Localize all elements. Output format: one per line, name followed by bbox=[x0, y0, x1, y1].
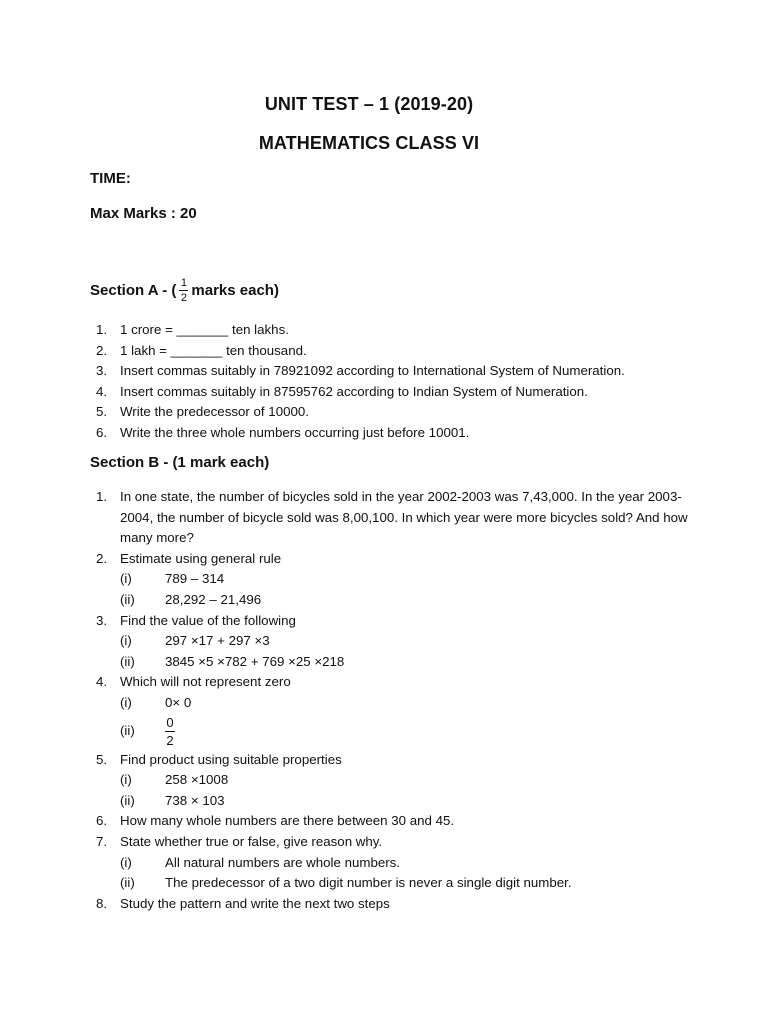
fraction-denominator: 2 bbox=[166, 733, 174, 749]
question-number: 4. bbox=[96, 674, 108, 690]
sub-label: (i) bbox=[120, 694, 132, 710]
section-b-questions bbox=[90, 487, 690, 914]
question-text: Find the value of the following bbox=[120, 612, 296, 628]
question-text: How many whole numbers are there between 30 and 45. bbox=[120, 813, 455, 829]
sub-question bbox=[90, 569, 690, 590]
sub-text: 738 × 103 bbox=[165, 792, 225, 808]
question-item bbox=[90, 402, 690, 423]
sub-question bbox=[90, 693, 690, 714]
question-text: Estimate using general rule bbox=[120, 550, 282, 566]
sub-label: (ii) bbox=[120, 875, 135, 891]
fraction-denominator: 2 bbox=[180, 291, 187, 304]
question-item bbox=[90, 487, 690, 549]
sub-question bbox=[90, 590, 690, 611]
question-item bbox=[90, 750, 690, 771]
question-item bbox=[90, 423, 690, 444]
question-text: 1 lakh = _______ ten thousand. bbox=[120, 342, 307, 358]
sub-question bbox=[90, 853, 690, 874]
sub-text: 0× 0 bbox=[165, 694, 192, 710]
fraction-numerator: 0 bbox=[166, 715, 174, 731]
sub-label: (ii) bbox=[120, 653, 135, 669]
question-item bbox=[90, 672, 690, 693]
section-a-prefix: Section A - ( bbox=[90, 281, 177, 299]
fraction-numerator: 1 bbox=[180, 276, 187, 289]
section-b-heading: Section B - (1 mark each) bbox=[90, 454, 270, 471]
sub-label: (ii) bbox=[120, 723, 135, 739]
fraction-bar bbox=[179, 290, 188, 291]
sub-text: 258 ×1008 bbox=[165, 772, 229, 788]
question-text: Write the predecessor of 10000. bbox=[120, 404, 309, 420]
question-item bbox=[90, 341, 690, 362]
question-item bbox=[90, 382, 690, 403]
sub-question bbox=[90, 714, 690, 750]
question-number: 1. bbox=[96, 489, 108, 504]
question-text: Insert commas suitably in 87595762 according to Indian System of Numeration. bbox=[120, 383, 588, 399]
sub-label: (i) bbox=[120, 633, 132, 649]
sub-label: (i) bbox=[120, 772, 132, 788]
question-text: State whether true or false, give reason why. bbox=[120, 833, 383, 849]
sub-text: 3845 ×5 ×782 + 769 ×25 ×218 bbox=[165, 653, 345, 669]
section-a-heading bbox=[90, 270, 279, 310]
sub-question bbox=[90, 631, 690, 652]
question-number: 5. bbox=[96, 404, 108, 420]
question-item bbox=[90, 811, 690, 832]
sub-question bbox=[90, 873, 690, 894]
sub-label: (ii) bbox=[120, 591, 135, 607]
sub-text: 28,292 – 21,496 bbox=[165, 591, 262, 607]
sub-label: (i) bbox=[120, 854, 132, 870]
question-number: 4. bbox=[96, 383, 108, 399]
question-number: 8. bbox=[96, 895, 108, 911]
question-text: Which will not represent zero bbox=[120, 674, 291, 690]
question-item bbox=[90, 832, 690, 853]
sub-question bbox=[90, 791, 690, 812]
test-subtitle: MATHEMATICS CLASS VI bbox=[258, 133, 480, 153]
zero-over-two-fraction bbox=[165, 715, 175, 748]
section-a-questions bbox=[90, 320, 690, 444]
question-number: 6. bbox=[96, 424, 108, 440]
sub-text: The predecessor of a two digit number is never a single digit number. bbox=[165, 875, 572, 891]
question-number: 3. bbox=[96, 612, 108, 628]
section-a-suffix: marks each) bbox=[191, 281, 279, 299]
question-number: 7. bbox=[96, 833, 108, 849]
question-text: In one state, the number of bicycles sold in the year 2002-2003 was 7,43,000. In the year 2003-2004, the number of bicycle sold was 8,00,100. In which year were more bicycles sold? And how many more? bbox=[120, 489, 688, 546]
sub-text: 297 ×17 + 297 ×3 bbox=[165, 633, 270, 649]
question-number: 2. bbox=[96, 342, 108, 358]
fraction-bar bbox=[165, 731, 175, 732]
max-marks: Max Marks : 20 bbox=[90, 205, 197, 222]
question-number: 5. bbox=[96, 751, 108, 767]
sub-text: 789 – 314 bbox=[165, 571, 225, 587]
question-item bbox=[90, 549, 690, 570]
question-number: 2. bbox=[96, 550, 108, 566]
sub-text: All natural numbers are whole numbers. bbox=[165, 854, 401, 870]
sub-question bbox=[90, 770, 690, 791]
sub-question bbox=[90, 652, 690, 673]
question-item bbox=[90, 611, 690, 632]
time-label: TIME: bbox=[90, 170, 131, 187]
question-text: 1 crore = _______ ten lakhs. bbox=[120, 322, 289, 337]
question-item bbox=[90, 320, 690, 341]
question-number: 6. bbox=[96, 813, 108, 829]
question-number: 1. bbox=[96, 322, 108, 337]
half-fraction bbox=[179, 277, 188, 304]
sub-label: (i) bbox=[120, 571, 132, 587]
question-text: Insert commas suitably in 78921092 according to International System of Numeration. bbox=[120, 363, 625, 379]
question-number: 3. bbox=[96, 363, 108, 379]
question-text: Write the three whole numbers occurring just before 10001. bbox=[120, 424, 470, 440]
question-text: Study the pattern and write the next two steps bbox=[120, 895, 390, 911]
question-text: Find product using suitable properties bbox=[120, 751, 342, 767]
test-title: UNIT TEST – 1 (2019-20) bbox=[264, 94, 474, 114]
question-item bbox=[90, 361, 690, 382]
sub-label: (ii) bbox=[120, 792, 135, 808]
question-item bbox=[90, 894, 690, 915]
